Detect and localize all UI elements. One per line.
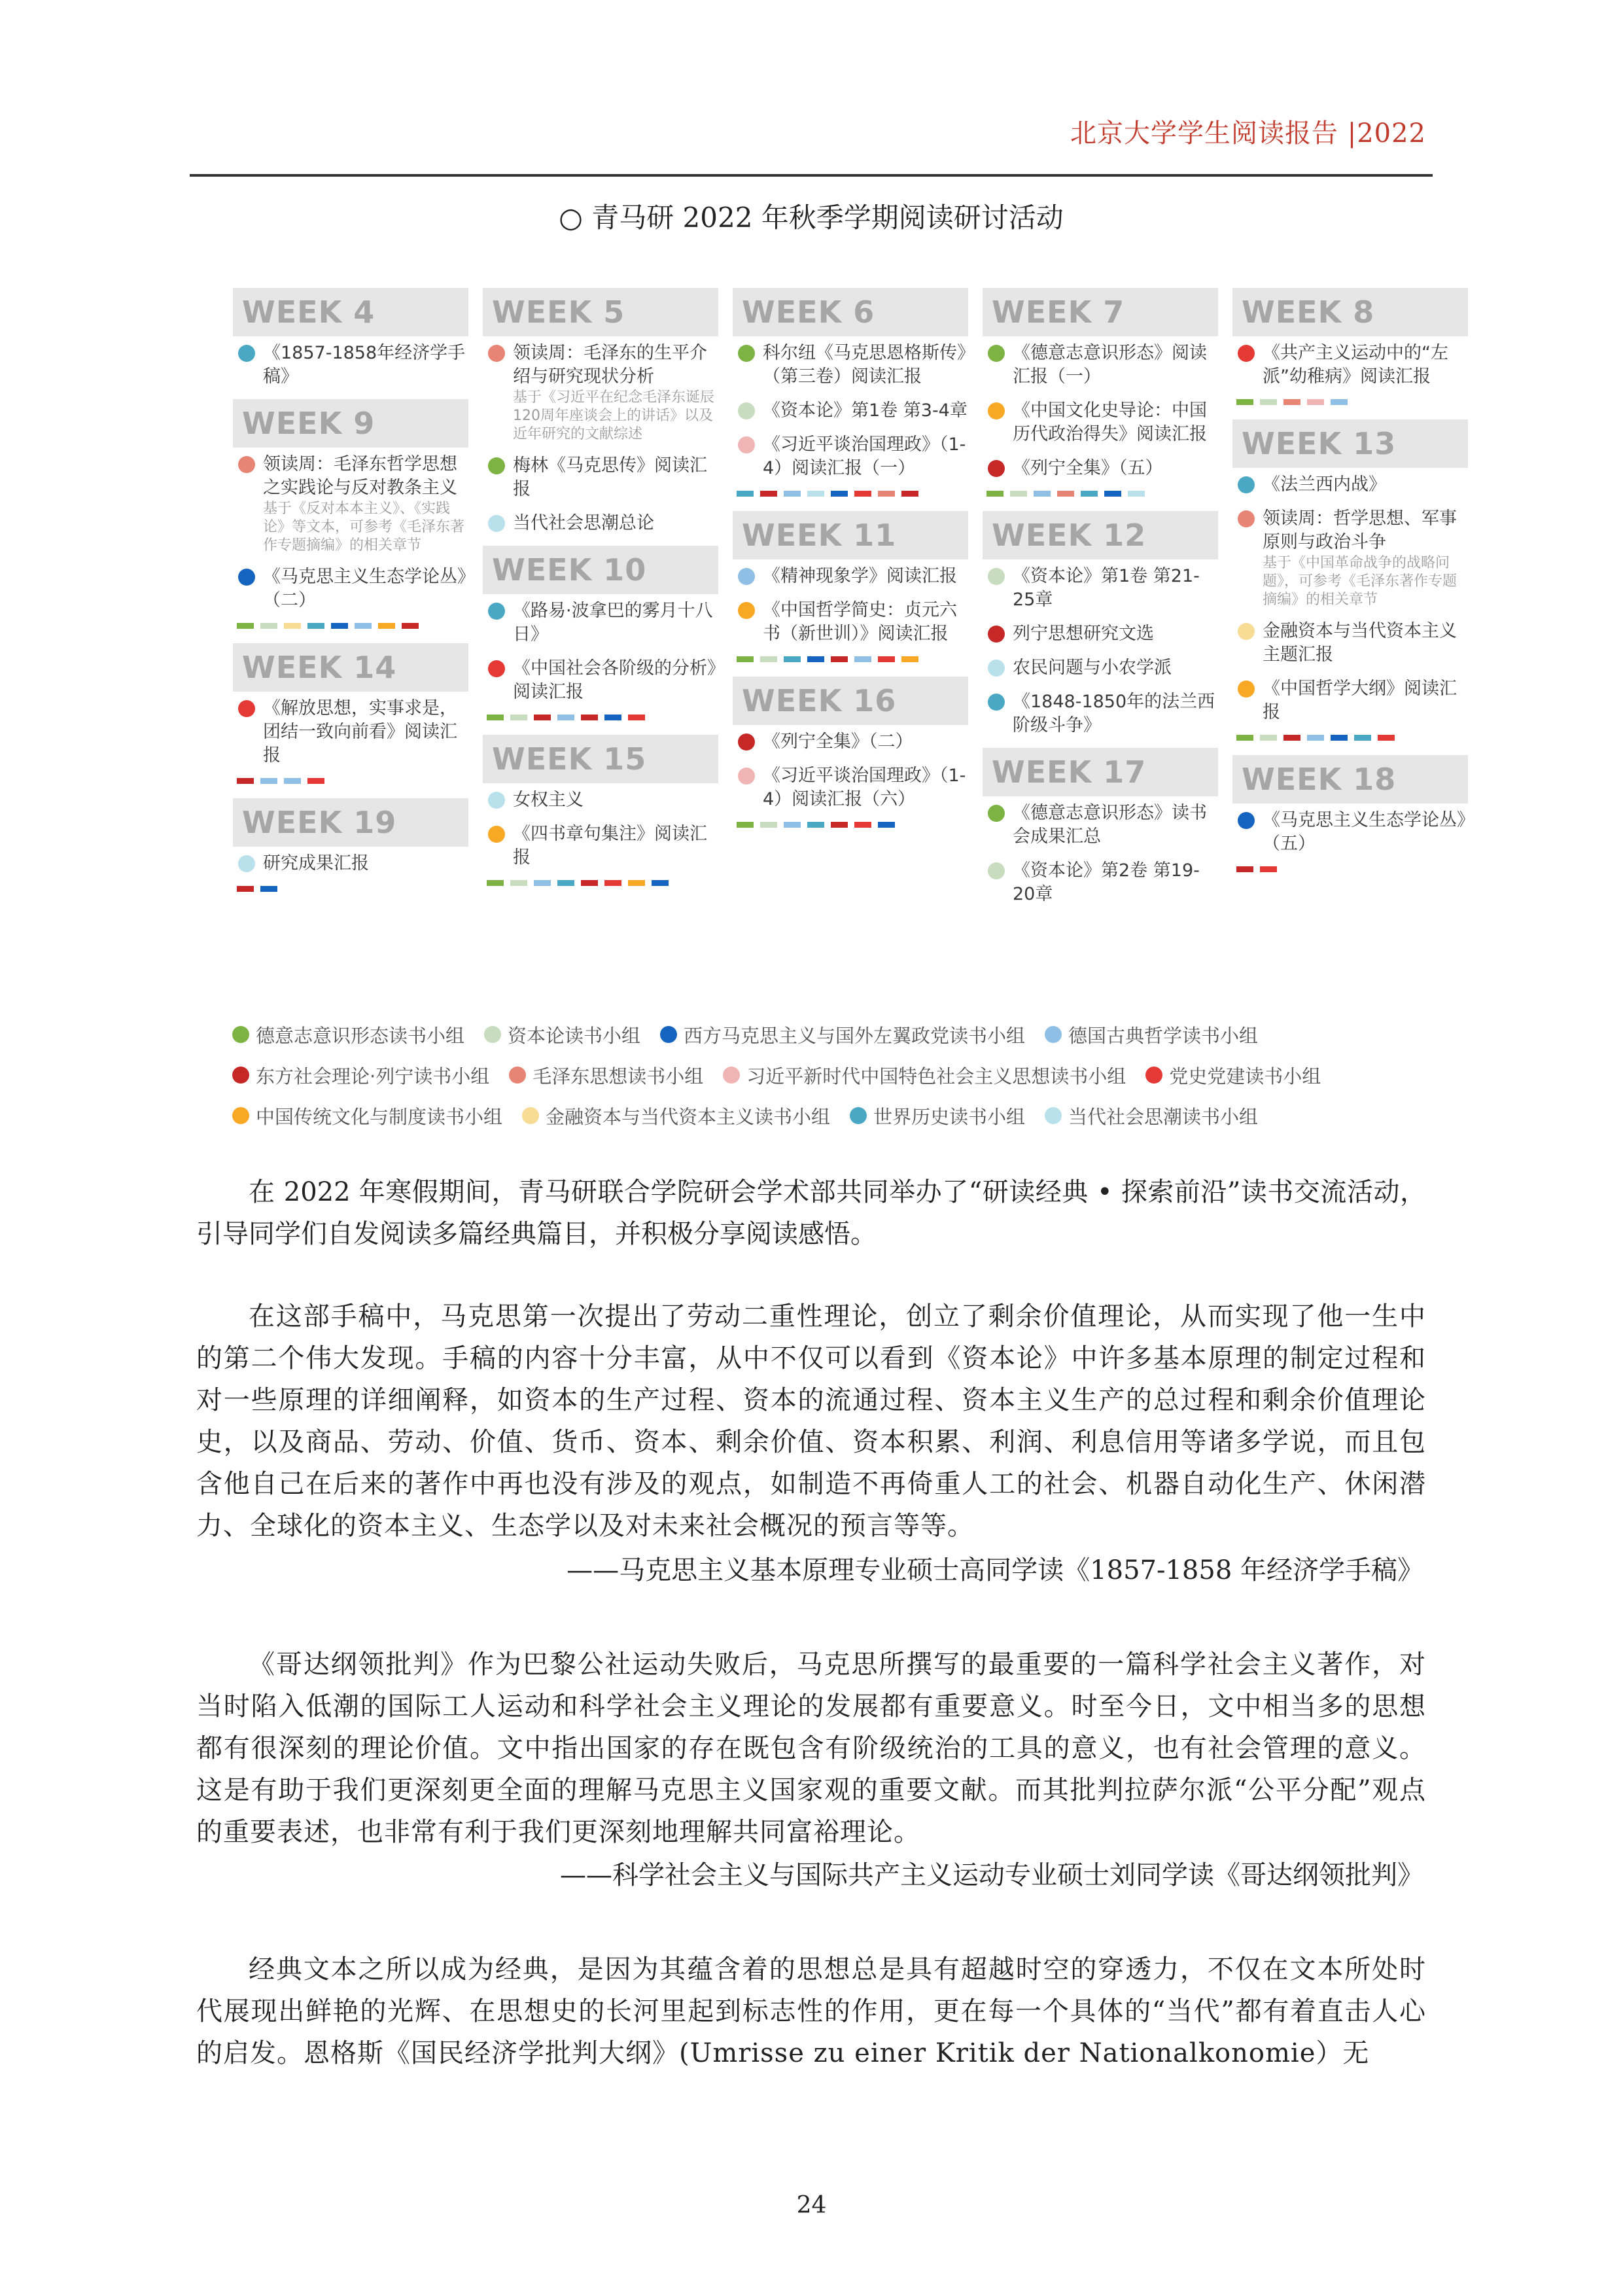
week-label: WEEK 16	[733, 677, 968, 725]
group-dot	[238, 569, 255, 586]
group-bars	[483, 715, 718, 720]
schedule-column-2	[483, 288, 718, 900]
reading-item	[983, 622, 1218, 646]
schedule-column-5	[1232, 288, 1468, 887]
week-7-block	[983, 288, 1218, 497]
group-dot	[988, 694, 1005, 711]
group-dot	[1238, 510, 1255, 527]
group-dot	[238, 700, 255, 717]
schedule-column-4	[983, 288, 1218, 917]
reading-item	[733, 399, 968, 423]
quote-signature-2: ——科学社会主义与国际共产主义运动专业硕士刘同学读《哥达纲领批判》	[560, 1860, 1423, 1890]
legend-item: 德国古典哲学读书小组	[1045, 1021, 1258, 1048]
group-dot	[738, 768, 755, 785]
week-4-block	[233, 288, 468, 389]
reading-text: 《法兰西内战》	[1263, 474, 1386, 495]
group-dot	[988, 402, 1005, 419]
quote-paragraph-3: 经典文本之所以成为经典，是因为其蕴含着的思想总是具有超越时空的穿透力，不仅在文本所处时代展现出鲜艳的光辉、在思想史的长河里起到标志性的作用，更在每一个具体的“当代”都有着直击人心的启发。恩格斯《国民经济学批判大纲》(Umrisse zu einer Kritik der Nationalkonomie）无	[196, 1954, 1426, 2068]
week-label: WEEK 13	[1232, 419, 1468, 468]
reading-item	[733, 342, 968, 389]
reading-text: 《1848-1850年的法兰西阶级斗争》	[1013, 692, 1215, 735]
schedule-column-1	[233, 288, 468, 906]
reading-text: 《列宁全集》（五）	[1013, 458, 1163, 478]
week-9-block	[233, 399, 468, 629]
reading-note: 基于《中国革命战争的战略问题》，可参考《毛泽东著作专题摘编》的相关章节	[1263, 555, 1457, 608]
reading-text: 《精神现象学》阅读汇报	[763, 566, 957, 586]
reading-item	[483, 657, 718, 704]
group-dot	[488, 515, 505, 532]
reading-item	[1232, 677, 1468, 724]
legend-dot	[850, 1107, 867, 1124]
group-dot	[738, 568, 755, 585]
reading-text: 科尔纽《马克思恩格斯传》（第三卷）阅读汇报	[763, 343, 966, 387]
week-label: WEEK 4	[233, 288, 468, 336]
week-label: WEEK 12	[983, 511, 1218, 559]
reading-text: 《中国文化史导论：中国历代政治得失》阅读汇报	[1013, 400, 1207, 444]
group-bars	[233, 886, 468, 892]
week-12-block	[983, 511, 1218, 737]
reading-item	[733, 433, 968, 480]
reading-item	[483, 822, 718, 870]
week-13-block	[1232, 419, 1468, 741]
reading-text: 《习近平谈治国理政》（1-4）阅读汇报（六）	[763, 766, 966, 809]
reading-text: 《资本论》第1卷 第3-4章	[763, 400, 968, 421]
reading-text: 《中国社会各阶级的分析》阅读汇报	[513, 658, 716, 702]
reading-note: 基于《习近平在纪念毛泽东诞辰120周年座谈会上的讲话》以及近年研究的文献综述	[513, 389, 715, 442]
legend-item: 德意志意识形态读书小组	[232, 1021, 464, 1048]
legend-dot	[522, 1107, 539, 1124]
week-8-block	[1232, 288, 1468, 405]
week-label: WEEK 15	[483, 735, 718, 783]
reading-text: 《资本论》第2卷 第19-20章	[1013, 860, 1200, 904]
reading-item	[983, 802, 1218, 849]
legend-dot	[1045, 1107, 1062, 1124]
legend-item: 东方社会理论·列宁读书小组	[232, 1062, 489, 1089]
header-rule	[190, 174, 1433, 177]
group-dot	[738, 436, 755, 453]
figure-title: ○ 青马研 2022 年秋季学期阅读研讨活动	[559, 202, 1064, 234]
reading-item	[483, 599, 718, 646]
quote-paragraph-2: 《哥达纲领批判》作为巴黎公社运动失败后，马克思所撰写的最重要的一篇科学社会主义著作，对当时陷入低潮的国际工人运动和科学社会主义理论的发展都有重要意义。时至今日，文中相当多的思想都有很深刻的理论价值。文中指出国家的存在既包含有阶级统治的工具的意义，也有社会管理的意义。这是有助于我们更深刻更全面的理解马克思主义国家观的重要文献。而其批判拉萨尔派“公平分配”观点的重要表述，也非常有利于我们更深刻地理解共同富裕理论。	[196, 1650, 1426, 1847]
group-dot	[988, 626, 1005, 643]
legend-item: 习近平新时代中国特色社会主义思想读书小组	[723, 1062, 1126, 1089]
reading-item	[733, 730, 968, 754]
week-label: WEEK 19	[233, 798, 468, 847]
legend-item: 资本论读书小组	[484, 1021, 640, 1048]
group-dot	[988, 460, 1005, 477]
reading-item	[1232, 342, 1468, 389]
reading-item	[483, 454, 718, 501]
reading-text: 《马克思主义生态学论丛》（五）	[1263, 810, 1466, 854]
reading-item	[983, 656, 1218, 680]
reading-item	[483, 342, 718, 444]
week-6-block	[733, 288, 968, 497]
legend-dot	[232, 1067, 249, 1084]
reading-item	[983, 399, 1218, 446]
week-label: WEEK 14	[233, 643, 468, 692]
group-dot	[738, 733, 755, 751]
legend-item: 当代社会思潮读书小组	[1045, 1103, 1258, 1129]
week-5-block	[483, 288, 718, 535]
week-label: WEEK 11	[733, 511, 968, 559]
group-dot	[488, 603, 505, 620]
group-bars	[733, 491, 968, 497]
reading-text: 《解放思想，实事求是，团结一致向前看》阅读汇报	[263, 698, 457, 766]
reading-text: 《中国哲学简史：贞元六书（新世训）》阅读汇报	[763, 600, 957, 644]
reading-item	[233, 565, 468, 612]
reading-text: 《四书章句集注》阅读汇报	[513, 824, 707, 868]
reading-text: 《马克思主义生态学论丛》（二）	[263, 567, 466, 610]
week-label: WEEK 5	[483, 288, 718, 336]
legend-item: 西方马克思主义与国外左翼政党读书小组	[660, 1021, 1025, 1048]
quote-paragraph-1: 在这部手稿中，马克思第一次提出了劳动二重性理论，创立了剩余价值理论，从而实现了他一生中的第二个伟大发现。手稿的内容十分丰富，从中不仅可以看到《资本论》中许多基本原理的制定过程和对一些原理的详细阐释，如资本的生产过程、资本的流通过程、资本主义生产的总过程和剩余价值理论史，以及商品、劳动、价值、货币、资本、剩余价值、资本积累、利润、利息信用等诸多学说，而且包含他自己在后来的著作中再也没有涉及的观点，如制造不再倚重人工的社会、机器自动化生产、休闲潜力、全球化的资本主义、生态学以及对未来社会概况的预言等等。	[196, 1301, 1426, 1541]
reading-text: 列宁思想研究文选	[1013, 624, 1154, 644]
quote-signature-1: ——马克思主义基本原理专业硕士高同学读《1857-1858 年经济学手稿》	[567, 1555, 1423, 1585]
week-18-block	[1232, 755, 1468, 872]
reading-item	[233, 852, 468, 875]
group-dot	[988, 862, 1005, 879]
group-dot	[988, 345, 1005, 362]
legend-dot	[232, 1026, 249, 1043]
group-dot	[738, 402, 755, 419]
reading-text: 《德意志意识形态》阅读汇报（一）	[1013, 343, 1207, 387]
reading-text: 《1857-1858年经济学手稿》	[263, 343, 466, 387]
legend-dot	[509, 1067, 526, 1084]
reading-item	[1232, 507, 1468, 609]
week-15-block	[483, 735, 718, 886]
week-16-block	[733, 677, 968, 828]
group-dot	[738, 345, 755, 362]
reading-item	[233, 342, 468, 389]
week-14-block	[233, 643, 468, 784]
week-label: WEEK 6	[733, 288, 968, 336]
legend-dot	[232, 1107, 249, 1124]
week-label: WEEK 7	[983, 288, 1218, 336]
intro-paragraph: 在 2022 年寒假期间，青马研联合学院研会学术部共同举办了“研读经典 • 探索前沿”读书交流活动，引导同学们自发阅读多篇经典篇目，并积极分享阅读感悟。	[196, 1177, 1426, 1249]
legend-dot	[1045, 1026, 1062, 1043]
week-label: WEEK 10	[483, 546, 718, 594]
group-bars	[1232, 735, 1468, 741]
reading-item	[983, 690, 1218, 737]
reading-item	[233, 697, 468, 768]
legend-item: 党史党建读书小组	[1145, 1062, 1321, 1089]
reading-text: 当代社会思潮总论	[513, 513, 654, 533]
reading-text: 《路易·波拿巴的雾月十八日》	[513, 601, 713, 645]
group-dot	[488, 457, 505, 474]
reading-text: 《列宁全集》（二）	[763, 732, 913, 752]
group-dot	[738, 602, 755, 619]
reading-item	[483, 512, 718, 535]
group-dot	[488, 660, 505, 677]
reading-text: 《资本论》第1卷 第21-25章	[1013, 566, 1200, 610]
legend	[232, 1014, 1475, 1136]
reading-text: 梅林《马克思传》阅读汇报	[513, 455, 707, 499]
reading-item	[983, 457, 1218, 480]
legend-dot	[660, 1026, 677, 1043]
reading-text: 《共产主义运动中的“左派”幼稚病》阅读汇报	[1263, 343, 1448, 387]
reading-item	[733, 764, 968, 811]
week-19-block	[233, 798, 468, 892]
legend-dot	[723, 1067, 740, 1084]
group-dot	[988, 805, 1005, 822]
reading-item	[233, 453, 468, 555]
reading-item	[983, 859, 1218, 906]
week-17-block	[983, 748, 1218, 906]
legend-item: 世界历史读书小组	[850, 1103, 1025, 1129]
group-dot	[1238, 812, 1255, 829]
reading-item	[983, 342, 1218, 389]
group-bars	[733, 822, 968, 828]
week-label: WEEK 8	[1232, 288, 1468, 336]
group-bars	[233, 778, 468, 784]
group-dot	[1238, 680, 1255, 698]
group-bars	[483, 880, 718, 886]
reading-text: 《中国哲学大纲》阅读汇报	[1263, 679, 1457, 722]
running-header: 北京大学学生阅读报告 |2022	[1070, 118, 1426, 149]
week-10-block	[483, 546, 718, 720]
group-dot	[988, 660, 1005, 677]
week-label: WEEK 18	[1232, 755, 1468, 804]
reading-item	[483, 788, 718, 812]
week-label: WEEK 17	[983, 748, 1218, 796]
reading-note: 基于《反对本本主义》、《实践论》等文本，可参考《毛泽东著作专题摘编》的相关章节	[263, 501, 465, 554]
reading-item	[733, 565, 968, 588]
week-label: WEEK 9	[233, 399, 468, 448]
reading-item	[1232, 473, 1468, 497]
group-dot	[238, 345, 255, 362]
group-bars	[1232, 399, 1468, 405]
legend-dot	[484, 1026, 501, 1043]
group-dot	[1238, 476, 1255, 493]
group-bars	[233, 623, 468, 629]
reading-text: 《习近平谈治国理政》（1-4）阅读汇报（一）	[763, 434, 966, 478]
legend-item: 金融资本与当代资本主义读书小组	[522, 1103, 830, 1129]
reading-text: 《德意志意识形态》读书会成果汇总	[1013, 803, 1207, 847]
group-dot	[238, 855, 255, 872]
group-dot	[488, 792, 505, 809]
group-dot	[988, 568, 1005, 585]
week-11-block	[733, 511, 968, 662]
group-bars	[1232, 866, 1468, 872]
reading-text: 领读周：毛泽东的生平介绍与研究现状分析	[513, 343, 707, 387]
reading-text: 女权主义	[513, 790, 584, 810]
legend-item: 毛泽东思想读书小组	[509, 1062, 703, 1089]
legend-item: 中国传统文化与制度读书小组	[232, 1103, 502, 1129]
reading-item	[1232, 620, 1468, 667]
group-dot	[488, 826, 505, 843]
reading-text: 农民问题与小农学派	[1013, 658, 1172, 678]
reading-item	[1232, 809, 1468, 856]
group-bars	[983, 491, 1218, 497]
reading-text: 领读周：哲学思想、军事原则与政治斗争	[1263, 508, 1457, 552]
reading-text: 领读周：毛泽东哲学思想之实践论与反对教条主义	[263, 454, 457, 498]
page-number: 24	[796, 2192, 827, 2219]
group-dot	[1238, 623, 1255, 640]
group-bars	[733, 656, 968, 662]
reading-item	[983, 565, 1218, 612]
reading-text: 研究成果汇报	[263, 853, 369, 874]
group-dot	[1238, 345, 1255, 362]
schedule-column-3	[733, 288, 968, 842]
group-dot	[238, 456, 255, 473]
reading-text: 金融资本与当代资本主义主题汇报	[1263, 621, 1457, 665]
reading-item	[733, 599, 968, 646]
group-dot	[488, 345, 505, 362]
legend-dot	[1145, 1067, 1162, 1084]
